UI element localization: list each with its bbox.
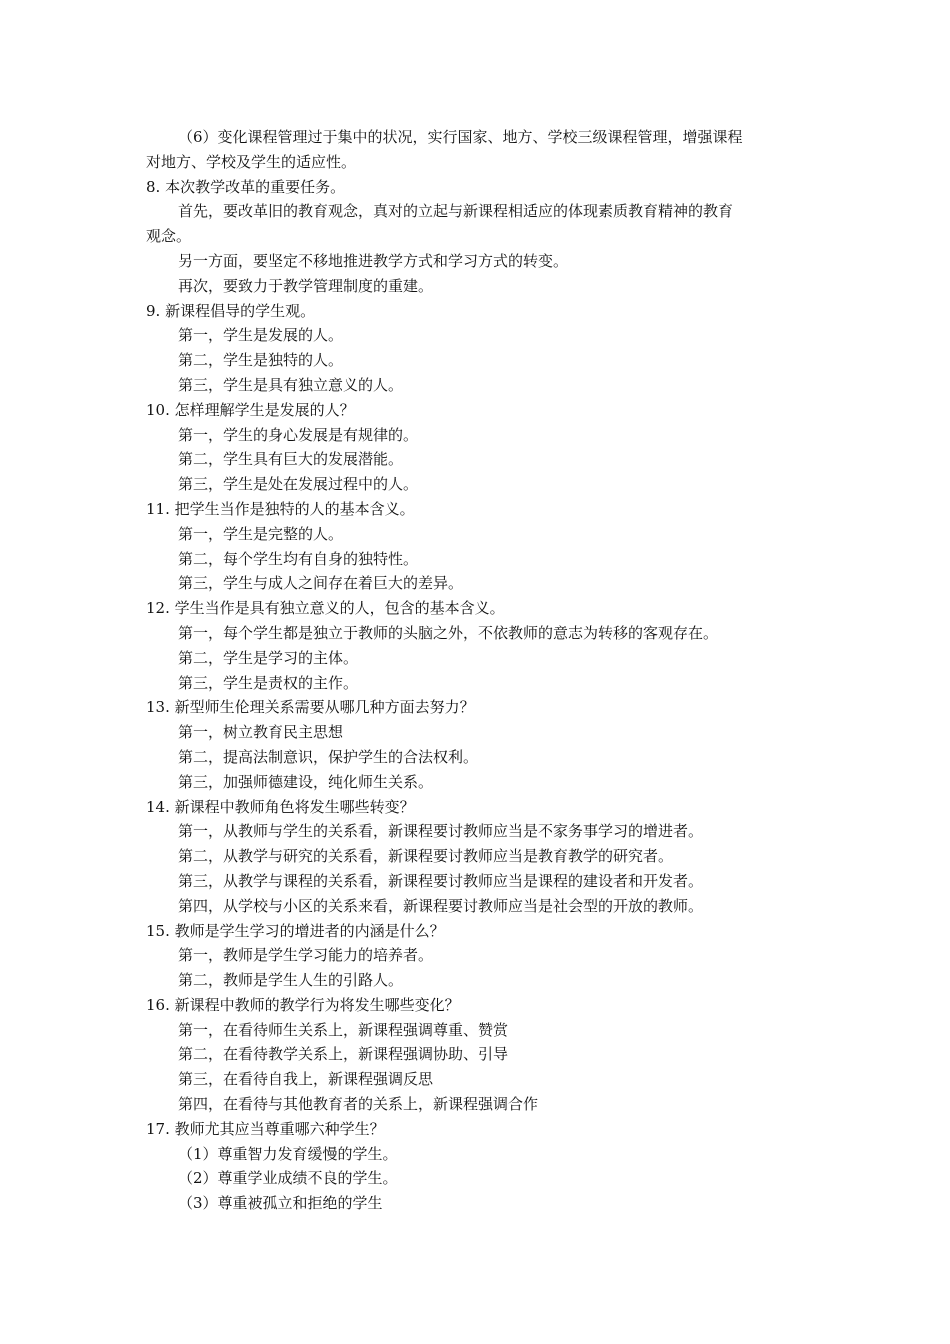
heading-line: 16. 新课程中教师的教学行为将发生哪些变化？ [146,995,460,1014]
body-text-line: 第三，学生与成人之间存在着巨大的差异。 [178,574,464,593]
body-text-line: 第二，提高法制意识，保护学生的合法权利。 [178,747,479,766]
heading-line: 11. 把学生当作是独特的人的基本含义。 [146,499,415,518]
heading-line: 9. 新课程倡导的学生观。 [146,301,316,320]
body-text-line: 第一，从教师与学生的关系看，新课程要讨教师应当是不家务事学习的增进者。 [178,822,704,841]
body-text-line: 第二，学生具有巨大的发展潜能。 [178,450,404,469]
body-text-line: 第三，学生是责权的主作。 [178,673,359,692]
body-text-line: 第一，树立教育民主思想 [178,723,344,742]
heading-line: 17. 教师尤其应当尊重哪六种学生？ [146,1119,385,1138]
body-text-line: 第三，学生是处在发展过程中的人。 [178,475,419,494]
body-text-line: 第一，每个学生都是独立于教师的头脑之外，不依教师的意志为转移的客观存在。 [178,623,719,642]
body-text-line: （2）尊重学业成绩不良的学生。 [178,1169,398,1188]
heading-line: 对地方、学校及学生的适应性。 [146,152,357,171]
body-text-line: 第一，学生的身心发展是有规律的。 [178,425,419,444]
body-text-line: 第二，在看待教学关系上，新课程强调协助、引导 [178,1045,509,1064]
body-text-line: 再次，要致力于教学管理制度的重建。 [178,276,434,295]
heading-line: 观念。 [146,227,192,246]
body-text-line: 第三，加强师德建设，纯化师生关系。 [178,772,434,791]
body-text-line: 首先，要改革旧的教育观念，真对的立起与新课程相适应的体现素质教育精神的教育 [178,202,734,221]
body-text-line: 第四，从学校与小区的关系来看，新课程要讨教师应当是社会型的开放的教师。 [178,896,704,915]
heading-line: 15. 教师是学生学习的增进者的内涵是什么？ [146,921,445,940]
body-text-line: 第二，每个学生均有自身的独特性。 [178,549,419,568]
body-text-line: 第一，学生是完整的人。 [178,524,344,543]
body-text-line: 第二，学生是学习的主体。 [178,648,359,667]
body-text-line: 第二，学生是独特的人。 [178,351,344,370]
body-text-line: 第一，教师是学生学习能力的培养者。 [178,946,434,965]
heading-line: 14. 新课程中教师角色将发生哪些转变？ [146,797,415,816]
body-text-line: 第二，教师是学生人生的引路人。 [178,971,404,990]
body-text-line: 第三，学生是具有独立意义的人。 [178,375,404,394]
body-text-line: （1）尊重智力发育缓慢的学生。 [178,1144,398,1163]
body-text-line: 第三，从教学与课程的关系看，新课程要讨教师应当是课程的建设者和开发者。 [178,871,704,890]
heading-line: 10. 怎样理解学生是发展的人？ [146,400,355,419]
body-text-line: （6）变化课程管理过于集中的状况，实行国家、地方、学校三级课程管理，增强课程 [178,128,743,146]
body-text-line: 第三，在看待自我上，新课程强调反思 [178,1070,434,1089]
body-text-line: 第四，在看待与其他教育者的关系上，新课程强调合作 [178,1095,539,1114]
body-text-line: 第一，在看待师生关系上，新课程强调尊重、赞赏 [178,1020,509,1039]
body-text-line: 另一方面，要坚定不移地推进教学方式和学习方式的转变。 [178,251,569,270]
heading-line: 8. 本次教学改革的重要任务。 [146,177,346,196]
body-text-line: 第二，从教学与研究的关系看，新课程要讨教师应当是教育教学的研究者。 [178,847,674,866]
body-text-line: （3）尊重被孤立和拒绝的学生 [178,1194,383,1213]
heading-line: 13. 新型师生伦理关系需要从哪几种方面去努力？ [146,698,475,717]
body-text-line: 第一，学生是发展的人。 [178,326,344,345]
heading-line: 12. 学生当作是具有独立意义的人，包含的基本含义。 [146,599,505,618]
